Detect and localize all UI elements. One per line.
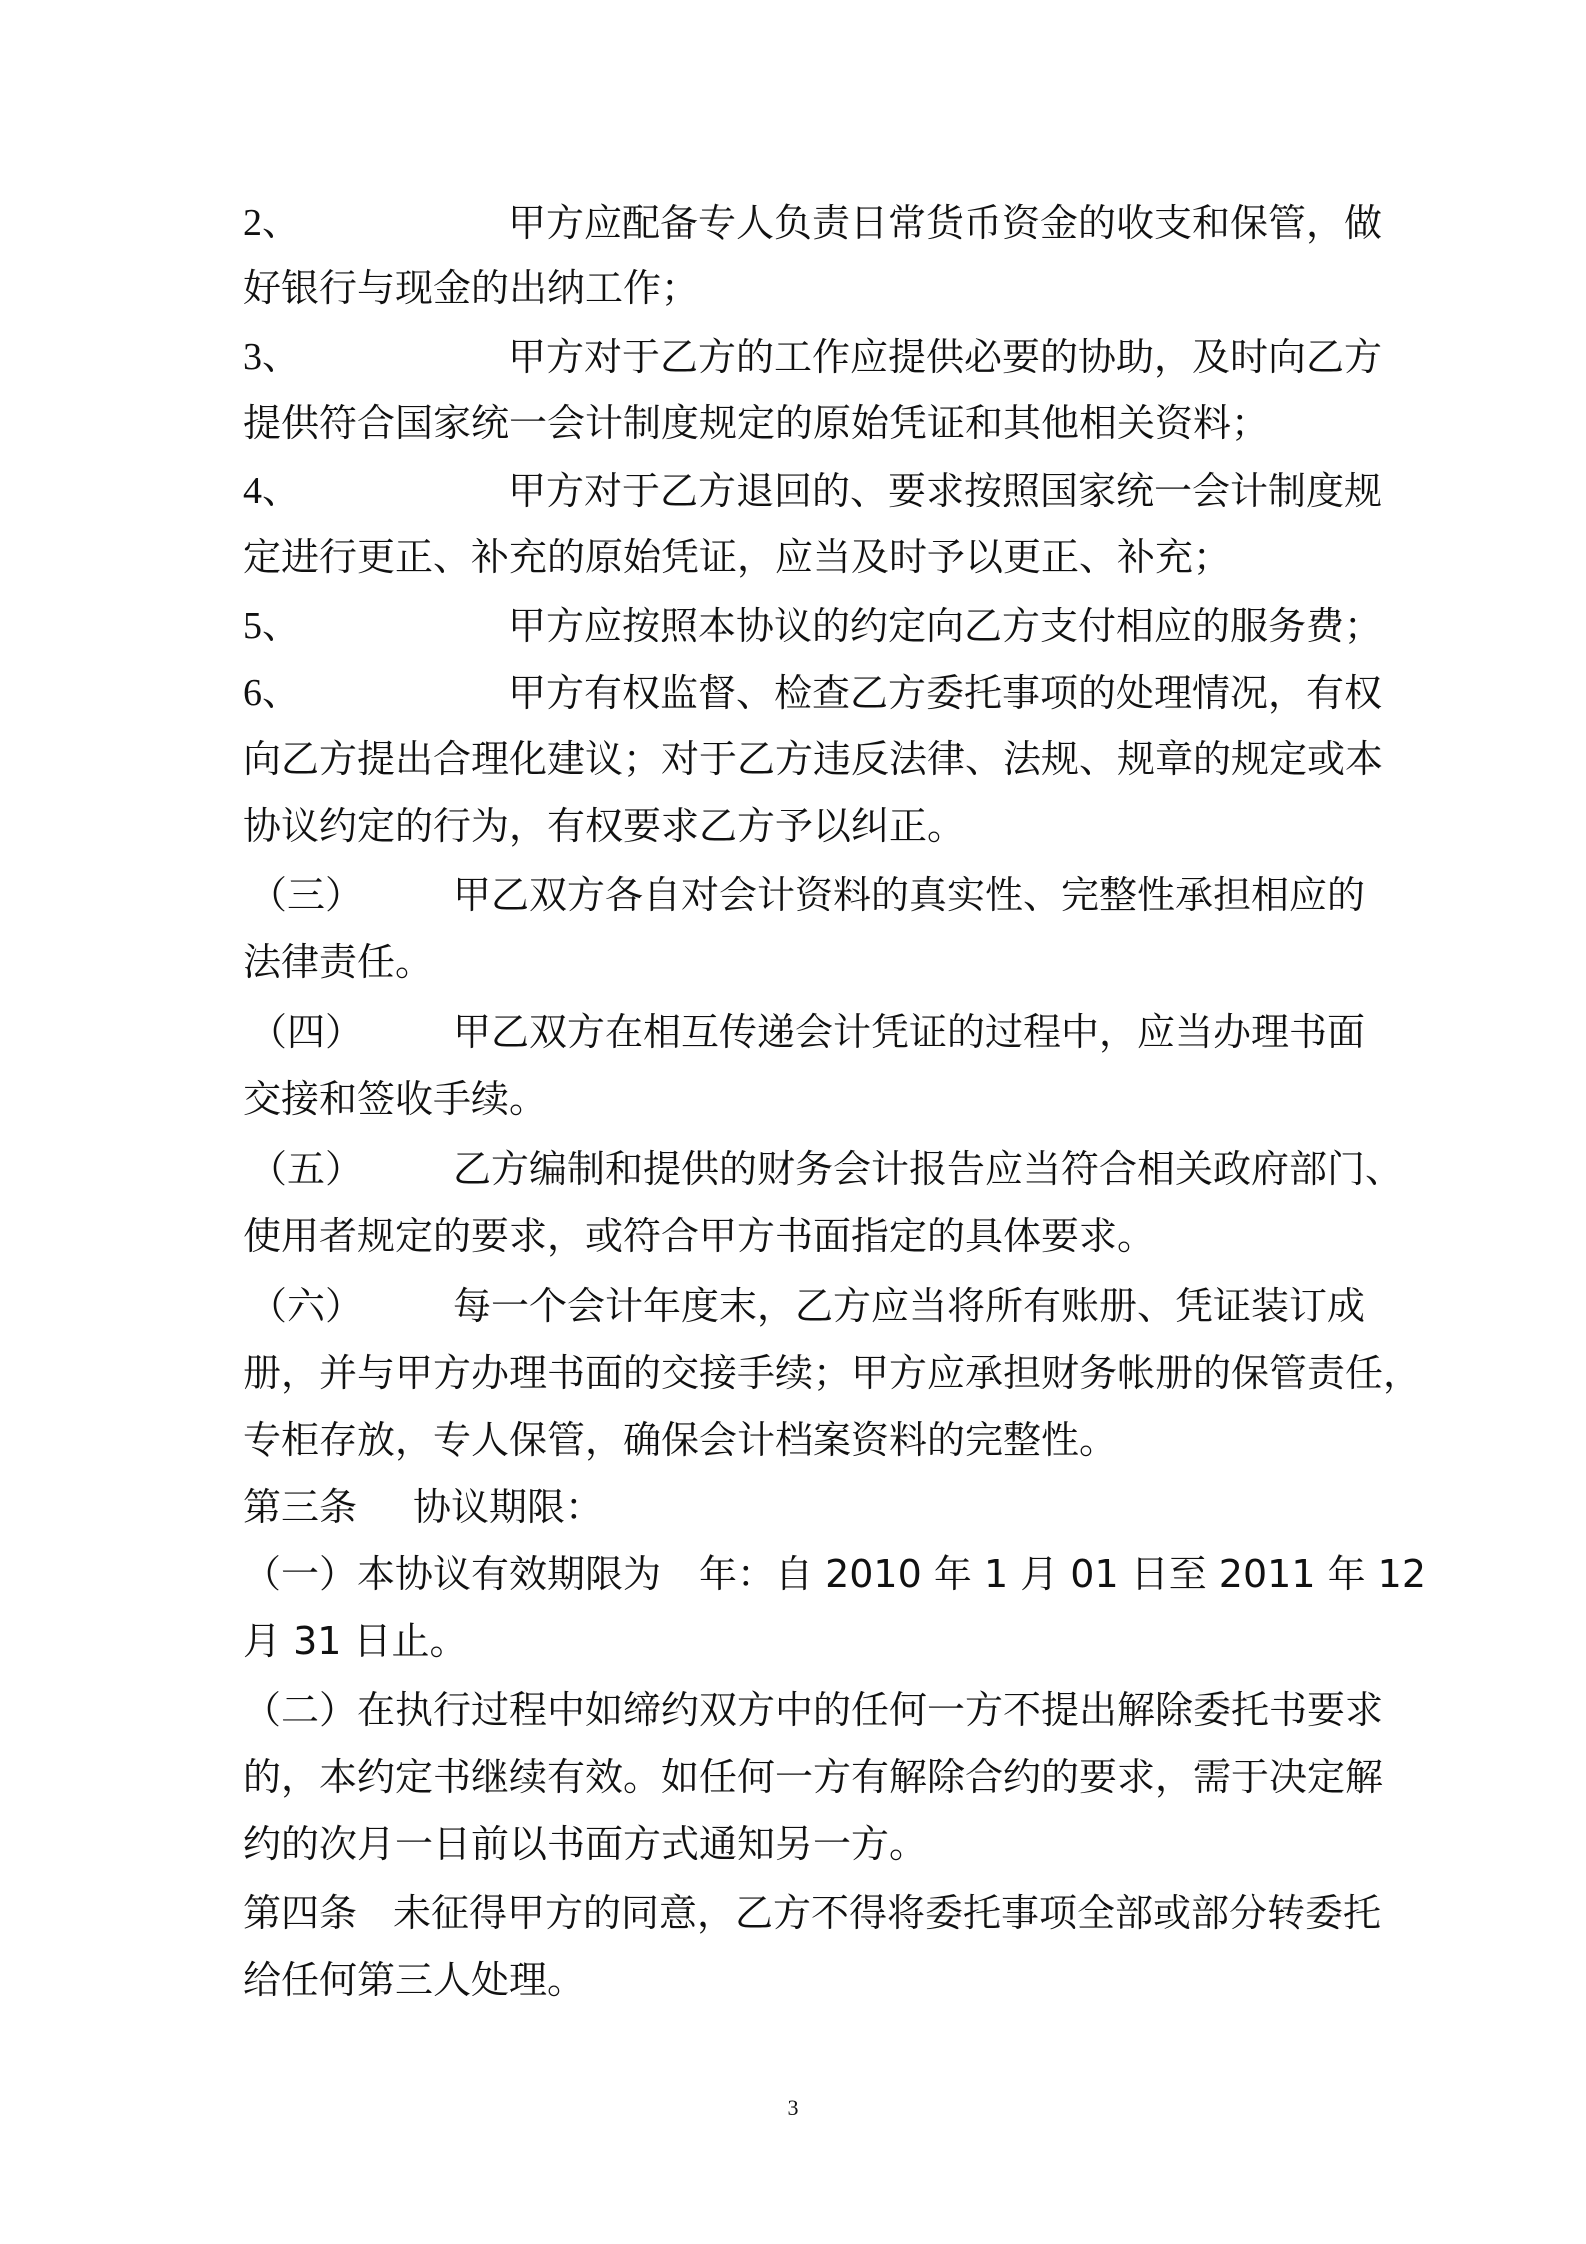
clause-continuation: 的，本约定书继续有效。如任何一方有解除合约的要求，需于决定解 [243, 1755, 1384, 1799]
item-text: 甲方对于乙方的工作应提供必要的协助，及时向乙方 [508, 335, 1383, 379]
page-number: 3 [787, 2095, 799, 2120]
item-number: 3、 [243, 336, 301, 378]
item-text: 甲方有权监督、检查乙方委托事项的处理情况，有权 [508, 671, 1383, 715]
section-continuation: 使用者规定的要求，或符合甲方书面指定的具体要求。 [243, 1214, 1156, 1258]
item-continuation: 协议约定的行为，有权要求乙方予以纠正。 [243, 804, 966, 848]
item-continuation: 提供符合国家统一会计制度规定的原始凭证和其他相关资料； [243, 401, 1270, 445]
article-3-clause-1: （一）本协议有效期限为 年：自 2010 年 1 月 01 日至 2011 年 12 [243, 1552, 1427, 1596]
section-text: 每一个会计年度末，乙方应当将所有账册、凭证装订成 [453, 1284, 1366, 1328]
item-continuation: 定进行更正、补充的原始凭证，应当及时予以更正、补充； [243, 535, 1232, 579]
article-title: 协议期限： [413, 1485, 604, 1529]
section-continuation: 交接和签收手续。 [243, 1077, 548, 1121]
article-number: 第四条 [243, 1891, 358, 1935]
item-text: 甲方对于乙方退回的、要求按照国家统一会计制度规 [508, 469, 1383, 513]
section-number: （六） [249, 1284, 364, 1328]
section-number: （三） [249, 873, 364, 917]
article-text: 未征得甲方的同意，乙方不得将委托事项全部或部分转委托 [393, 1891, 1382, 1935]
section-number: （四） [249, 1010, 364, 1054]
item-text: 甲方应按照本协议的约定向乙方支付相应的服务费； [508, 604, 1383, 648]
section-number: （五） [249, 1147, 364, 1191]
article-continuation: 给任何第三人处理。 [243, 1958, 586, 2002]
section-continuation: 法律责任。 [243, 940, 434, 984]
section-continuation: 册，并与甲方办理书面的交接手续；甲方应承担财务帐册的保管责任， [243, 1351, 1422, 1395]
clause-continuation: 约的次月一日前以书面方式通知另一方。 [243, 1822, 928, 1866]
item-continuation: 好银行与现金的出纳工作； [243, 266, 700, 310]
section-text: 乙方编制和提供的财务会计报告应当符合相关政府部门、 [453, 1147, 1404, 1191]
item-text: 甲方应配备专人负责日常货币资金的收支和保管，做 [508, 201, 1383, 245]
clause-continuation: 月 31 日止。 [243, 1619, 468, 1663]
item-number: 5、 [243, 605, 301, 647]
article-number: 第三条 [243, 1485, 358, 1529]
item-number: 4、 [243, 470, 301, 512]
item-continuation: 向乙方提出合理化建议；对于乙方违反法律、法规、规章的规定或本 [243, 737, 1384, 781]
section-continuation: 专柜存放，专人保管，确保会计档案资料的完整性。 [243, 1418, 1118, 1462]
article-3-clause-2: （二）在执行过程中如缔约双方中的任何一方不提出解除委托书要求 [243, 1688, 1384, 1732]
item-number: 6、 [243, 672, 301, 714]
section-text: 甲乙双方各自对会计资料的真实性、完整性承担相应的 [453, 873, 1366, 917]
section-text: 甲乙双方在相互传递会计凭证的过程中，应当办理书面 [453, 1010, 1366, 1054]
item-number: 2、 [243, 202, 301, 244]
